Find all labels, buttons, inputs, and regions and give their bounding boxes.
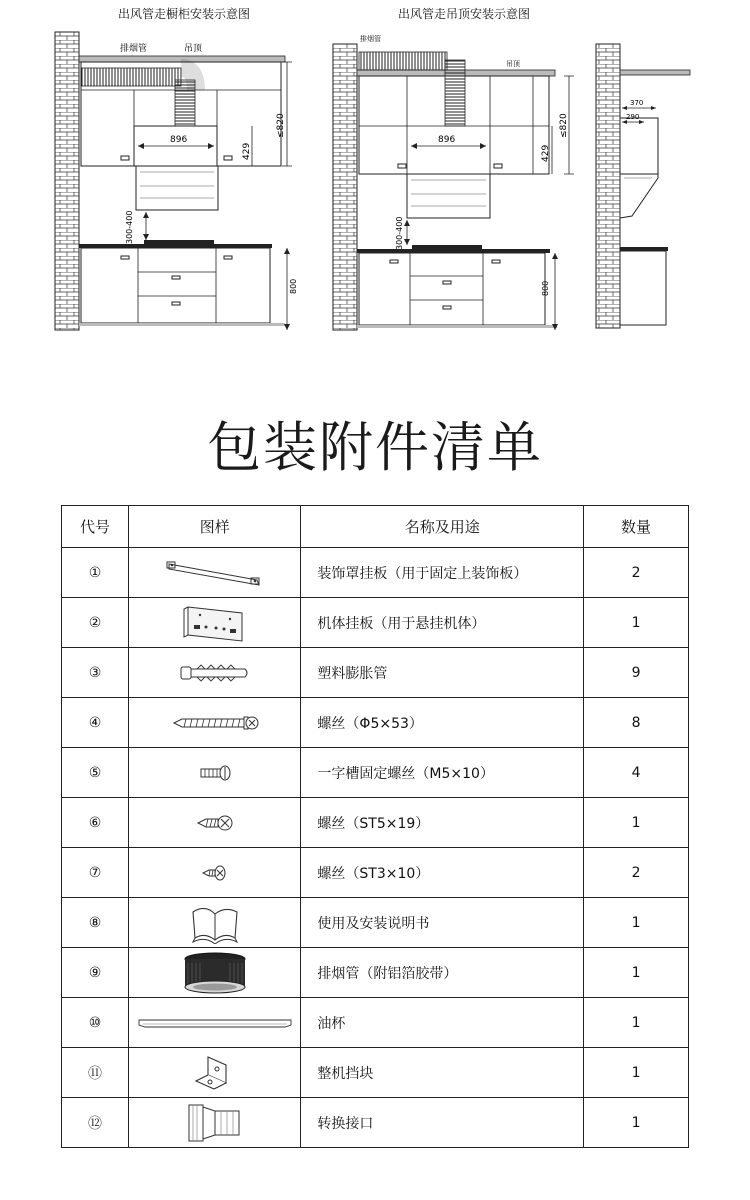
table-row	[62, 748, 689, 798]
row-code: ⑨	[62, 948, 129, 998]
accessory-table	[61, 505, 689, 1148]
row-code: ⑫	[62, 1098, 129, 1148]
row-qty: 1	[584, 1098, 689, 1148]
left-counter-label: 800	[289, 278, 298, 294]
table-row	[62, 698, 689, 748]
left-duct-label: 排烟管	[120, 44, 148, 54]
table-row	[62, 648, 689, 698]
row-name: 排烟管（附铝箔胶带）	[301, 948, 584, 998]
table-header-row	[62, 506, 689, 548]
row-qty: 4	[584, 748, 689, 798]
middle-counter-label: 800	[541, 280, 550, 296]
installation-diagrams	[0, 0, 750, 340]
middle-duct-label: 排烟管	[360, 35, 381, 43]
row-name: 装饰罩挂板（用于固定上装饰板）	[301, 548, 584, 598]
row-name: 螺丝（Φ5×53）	[301, 698, 584, 748]
middle-diagram	[333, 34, 574, 330]
table-row	[62, 848, 689, 898]
row-code: ⑤	[62, 748, 129, 798]
row-qty: 1	[584, 998, 689, 1048]
table-row	[62, 798, 689, 848]
row-code: ⑪	[62, 1048, 129, 1098]
table-row	[62, 598, 689, 648]
page-title: 包装附件清单	[207, 416, 543, 479]
row-name: 一字槽固定螺丝（M5×10）	[301, 748, 584, 798]
row-name: 螺丝（ST5×19）	[301, 798, 584, 848]
small-screw-icon	[199, 862, 231, 884]
row-qty: 8	[584, 698, 689, 748]
right-diagram	[596, 44, 690, 328]
table-row	[62, 1098, 689, 1148]
wall-plug-icon	[175, 661, 255, 685]
row-name: 使用及安装说明书	[301, 898, 584, 948]
row-name: 油杯	[301, 998, 584, 1048]
row-name: 机体挂板（用于悬挂机体）	[301, 598, 584, 648]
table-row	[62, 1048, 689, 1098]
oil-cup-icon	[135, 1016, 295, 1030]
left-upper-height-label: ≤820	[276, 113, 286, 138]
adapter-icon	[185, 1101, 245, 1145]
left-diagram	[55, 32, 298, 330]
header-image: 图样	[129, 506, 301, 548]
header-name: 名称及用途	[301, 506, 584, 548]
row-name: 塑料膨胀管	[301, 648, 584, 698]
exhaust-duct-icon	[180, 951, 250, 995]
row-code: ⑧	[62, 898, 129, 948]
row-code: ⑩	[62, 998, 129, 1048]
row-code: ③	[62, 648, 129, 698]
manual-book-icon	[185, 902, 245, 944]
row-code: ②	[62, 598, 129, 648]
row-name: 整机挡块	[301, 1048, 584, 1098]
row-qty: 2	[584, 848, 689, 898]
table-row	[62, 548, 689, 598]
row-qty: 1	[584, 598, 689, 648]
tapping-screw-icon	[194, 811, 236, 835]
middle-diagram-caption: 出风管走吊顶安装示意图	[398, 7, 531, 21]
middle-upper-height-label: ≤820	[559, 113, 569, 138]
row-qty: 1	[584, 1048, 689, 1098]
left-diagram-caption: 出风管走橱柜安装示意图	[118, 7, 251, 21]
bracket-bar-icon	[165, 558, 265, 588]
row-code: ⑥	[62, 798, 129, 848]
left-clearance-label: 300-400	[125, 210, 134, 244]
long-screw-icon	[170, 712, 260, 734]
row-qty: 2	[584, 548, 689, 598]
mounting-plate-icon	[180, 603, 250, 643]
left-hood-height-label: 429	[242, 142, 252, 160]
row-code: ④	[62, 698, 129, 748]
middle-width-label: 896	[438, 135, 456, 145]
table-row	[62, 898, 689, 948]
left-ceiling-label: 吊顶	[184, 44, 203, 54]
row-qty: 1	[584, 898, 689, 948]
table-row	[62, 998, 689, 1048]
header-qty: 数量	[584, 506, 689, 548]
row-qty: 1	[584, 948, 689, 998]
right-inner-depth-label: 290	[626, 113, 640, 121]
middle-ceiling-label: 吊顶	[506, 60, 520, 68]
right-outer-depth-label: 370	[630, 99, 644, 107]
middle-hood-height-label: 429	[541, 144, 551, 162]
row-name: 转换接口	[301, 1098, 584, 1148]
header-code: 代号	[62, 506, 129, 548]
row-qty: 1	[584, 798, 689, 848]
stopper-block-icon	[190, 1053, 240, 1093]
row-name: 螺丝（ST3×10）	[301, 848, 584, 898]
row-code: ⑦	[62, 848, 129, 898]
table-row	[62, 948, 689, 998]
left-width-label: 896	[170, 135, 188, 145]
middle-clearance-label: 300-400	[395, 216, 404, 250]
slot-screw-icon	[195, 762, 235, 784]
row-qty: 9	[584, 648, 689, 698]
row-code: ①	[62, 548, 129, 598]
